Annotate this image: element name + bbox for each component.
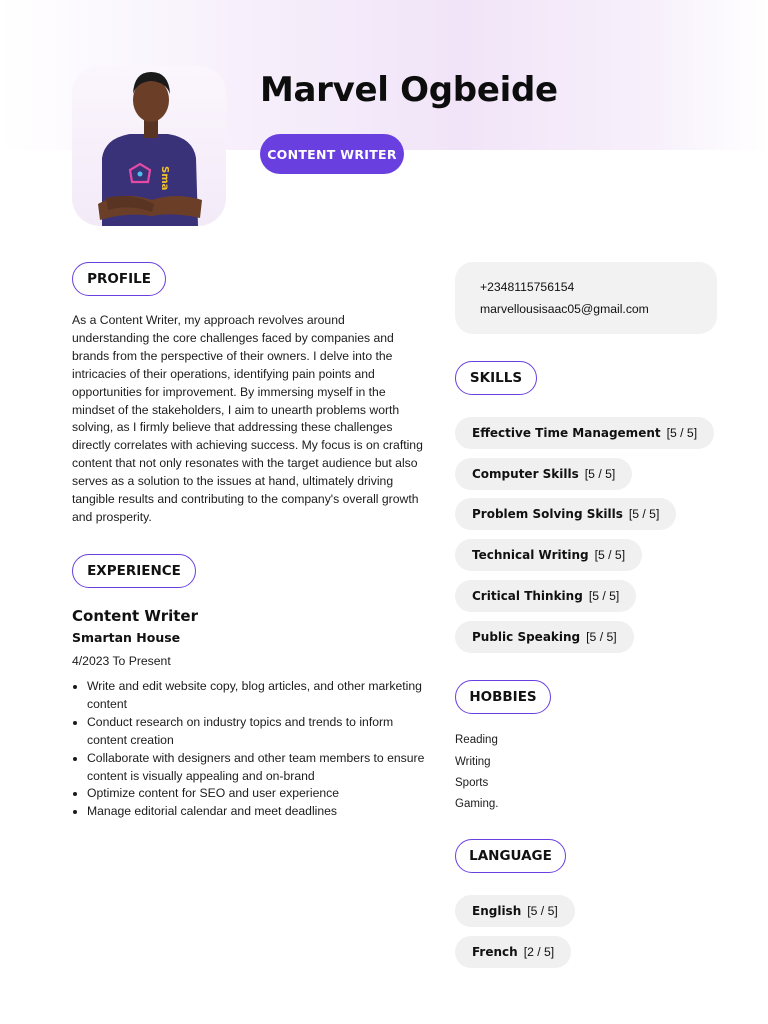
section-heading-language: LANGUAGE <box>455 839 566 873</box>
skill-level: [5 / 5] <box>586 630 617 644</box>
skill-level: [5 / 5] <box>666 426 698 440</box>
skill-name: Effective Time Management <box>472 426 661 440</box>
section-heading-skills: SKILLS <box>455 361 537 395</box>
hobby-item: Reading <box>455 734 498 746</box>
skill-level: [5 / 5] <box>588 589 620 603</box>
skill-name: Critical Thinking <box>472 589 583 603</box>
skill-chip <box>455 458 632 490</box>
skill-level: [5 / 5] <box>594 548 626 562</box>
list-item: • Optimize content for SEO and user experience <box>87 785 432 803</box>
section-heading-hobbies: HOBBIES <box>455 680 551 714</box>
skill-chip <box>455 417 714 449</box>
candidate-name: Marvel Ogbeide <box>260 70 558 110</box>
language-name: French <box>472 945 518 959</box>
contact-phone: +2348115756154 <box>480 280 575 294</box>
language-chip <box>455 895 575 927</box>
skill-name: Public Speaking <box>472 630 581 644</box>
person-avatar-icon <box>72 66 226 226</box>
language-name: English <box>472 904 522 918</box>
skill-chip <box>455 580 636 612</box>
hobby-item: Writing <box>455 756 491 768</box>
skill-name: Problem Solving Skills <box>472 507 623 521</box>
profile-summary: As a Content Writer, my approach revolves around understanding the core challenges faced by companies and brands from the perspective of their owners. I delve into the intricacies of their operations, identifying pain points and opportunities for improvement. By immersing myself in the mindset of the stakeholders, I aim to unearth problems worth solving, as I firmly believe that addressing these challenges directly correlates with achieving success. My focus is on crafting content that not only resonates with the target audience but also serves as a solution to the issues at hand, ultimately driving tangible results and contributing to the company's overall growth and prosperity. <box>72 313 423 524</box>
hobby-item: Sports <box>455 777 489 789</box>
language-level: [5 / 5] <box>527 904 558 918</box>
job-company: Smartan House <box>72 630 181 645</box>
skill-chip <box>455 498 676 530</box>
section-heading-experience: EXPERIENCE <box>72 554 196 588</box>
list-item: • Collaborate with designers and other team members to ensure content is visually appealing and on-brand <box>87 750 432 786</box>
list-item: • Write and edit website copy, blog articles, and other marketing content <box>87 678 432 714</box>
skill-chip <box>455 621 634 653</box>
list-item: • Conduct research on industry topics and trends to inform content creation <box>87 714 432 750</box>
role-badge: CONTENT WRITER <box>260 134 404 174</box>
skill-name: Computer Skills <box>472 467 579 481</box>
contact-box <box>455 262 717 334</box>
svg-text:Sma: Sma <box>159 166 170 191</box>
skill-level: [5 / 5] <box>584 467 616 481</box>
profile-photo <box>72 66 226 226</box>
list-item: • Manage editorial calendar and meet deadlines <box>87 803 432 821</box>
job-duties-list <box>72 678 432 821</box>
section-heading-profile: PROFILE <box>72 262 166 296</box>
language-level: [2 / 5] <box>523 945 555 959</box>
job-dates: 4/2023 To Present <box>72 654 171 668</box>
job-title: Content Writer <box>72 607 198 625</box>
contact-email: marvellousisaac05@gmail.com <box>480 302 649 316</box>
skill-level: [5 / 5] <box>628 507 660 521</box>
hobby-item: Gaming. <box>455 798 499 810</box>
language-chip <box>455 936 571 968</box>
skill-name: Technical Writing <box>472 548 589 562</box>
skill-chip <box>455 539 642 571</box>
